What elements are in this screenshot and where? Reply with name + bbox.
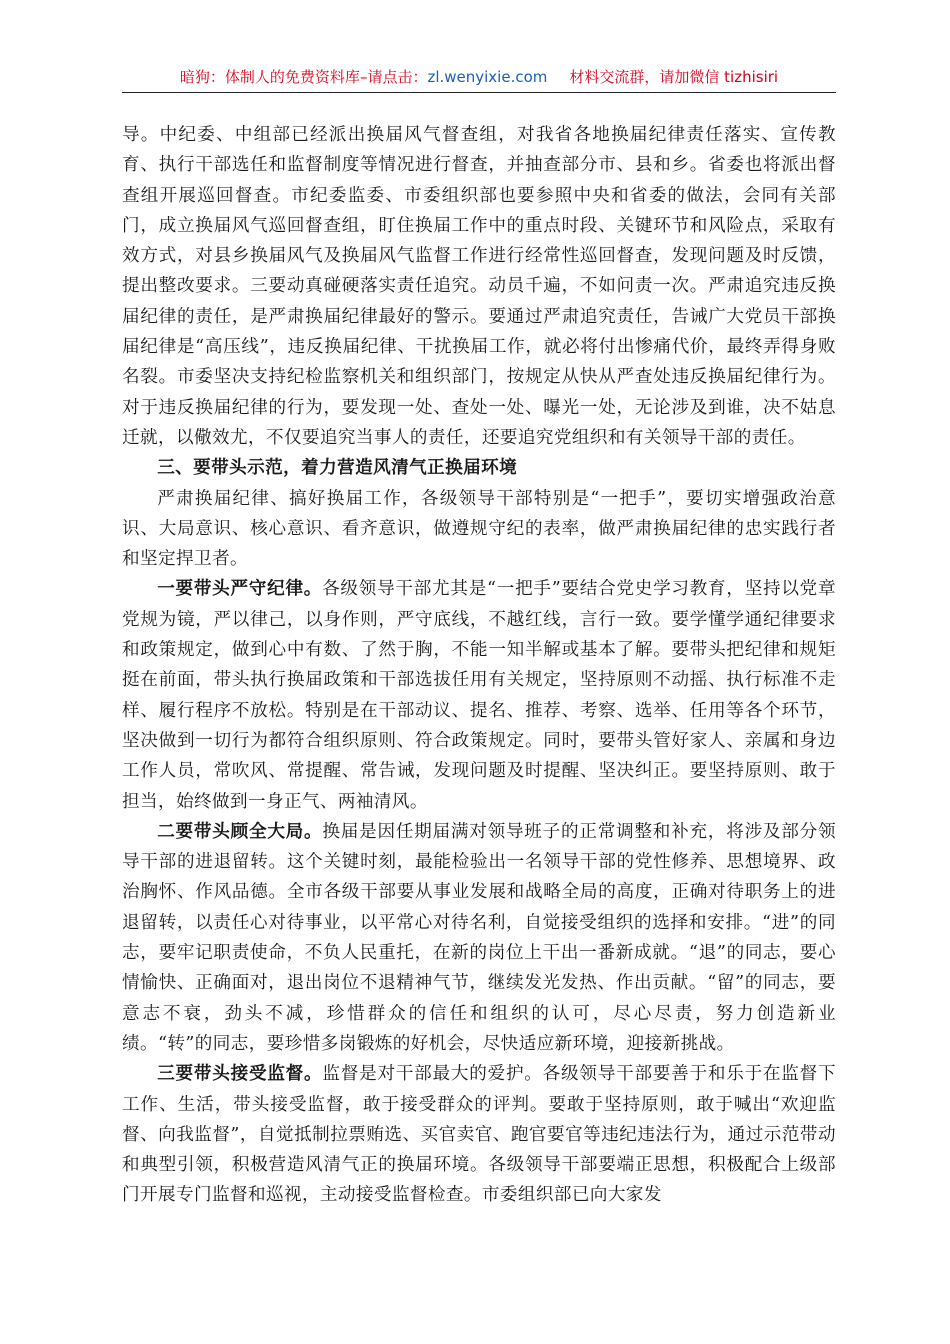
point-3-text: 监督是对干部最大的爱护。各级领导干部要善于和乐于在监督下工作、生活，带头接受监督，敢于接受群众的评判。要敢于坚持原则，敢于喊出“欢迎监督、向我监督”，自觉抵制拉票贿选、买官卖官、跑官要官等违纪违法行为，通过示范带动和典型引领，积极营造风清气正的换届环境。各级领导干部要端正思想，积极配合上级部门开展专门监督和巡视，主动接受监督检查。市委组织部已向大家发 xyxy=(122,1064,836,1206)
header-wechat-group: 材料交流群，请加微信 tizhisiri xyxy=(569,68,779,86)
point-3-lead: 三要带头接受监督。 xyxy=(157,1063,323,1085)
header-link[interactable]: zl.wenyixie.com xyxy=(427,68,548,86)
paragraph-point-2 xyxy=(122,817,836,1059)
header-brand: 暗狗：体制人的免费资料库 xyxy=(179,68,360,86)
point-1-lead: 一要带头严守纪律。 xyxy=(157,578,323,600)
document-body xyxy=(122,120,836,1211)
page-header xyxy=(122,62,836,93)
point-2-lead: 二要带头顾全大局。 xyxy=(157,820,323,842)
section-heading: 三、要带头示范，着力营造风清气正换届环境 xyxy=(157,457,518,479)
paragraph-intro: 严肃换届纪律、搞好换届工作，各级领导干部特别是“一把手”，要切实增强政治意识、大局意识、核心意识、看齐意识，做遵规守纪的表率，做严肃换届纪律的忠实践行者和坚定捍卫者。 xyxy=(122,488,836,570)
header-prompt: –请点击： xyxy=(359,68,428,86)
point-1-text: 各级领导干部尤其是“一把手”要结合党史学习教育，坚持以党章党规为镜，严以律己，以身作则，严守底线，不越红线，言行一致。要学懂学通纪律要求和政策规定，做到心中有数、了然于胸，不能一知半解或基本了解。要带头把纪律和规矩挺在前面，带头执行换届政策和干部选拔任用有关规定，坚持原则不动摇、执行标准不走样、履行程序不放松。特别是在干部动议、提名、推荐、考察、选举、任用等各个环节，坚决做到一切行为都符合组织原则、符合政策规定。同时，要带头管好家人、亲属和身边工作人员，常吹风、常提醒、常告诫，发现问题及时提醒、坚决纠正。要坚持原则、敢于担当，始终做到一身正气、两袖清风。 xyxy=(122,579,836,812)
point-2-text: 换届是因任期届满对领导班子的正常调整和补充，将涉及部分领导干部的进退留转。这个关键时刻，最能检验出一名领导干部的党性修养、思想境界、政治胸怀、作风品德。全市各级干部要从事业发展和战略全局的高度，正确对待职务上的进退留转，以责任心对待事业，以平常心对待名利，自觉接受组织的选择和安排。“进”的同志，要牢记职责使命，不负人民重托，在新的岗位上干出一番新成就。“退”的同志，要心情愉快、正确面对，退出岗位不退精神气节，继续发光发热、作出贡献。“留”的同志，要意志不衰，劲头不减，珍惜群众的信任和组织的认可，尽心尽责，努力创造新业绩。“转”的同志，要珍惜多岗锻炼的好机会，尽快适应新环境，迎接新挑战。 xyxy=(122,821,836,1054)
paragraph-point-3 xyxy=(122,1059,836,1210)
paragraph-continuation: 导。中纪委、中组部已经派出换届风气督查组，对我省各地换届纪律责任落实、宣传教育、执行干部选任和监督制度等情况进行督查，并抽查部分市、县和乡。省委也将派出督查组开展巡回督查。市纪委监委、市委组织部也要参照中央和省委的做法，会同有关部门，成立换届风气巡回督查组，盯住换届工作中的重点时段、关键环节和风险点，采取有效方式，对县乡换届风气及换届风气监督工作进行经常性巡回督查，发现问题及时反馈，提出整改要求。三要动真碰硬落实责任追究。动员千遍，不如问责一次。严肃追究违反换届纪律的责任，是严肃换届纪律最好的警示。要通过严肃追究责任，告诫广大党员干部换届纪律是“高压线”，违反换届纪律、干扰换届工作，就必将付出惨痛代价，最终弄得身败名裂。市委坚决支持纪检监察机关和组织部门，按规定从快从严查处违反换届纪律行为。对于违反换届纪律的行为，要发现一处、查处一处、曝光一处，无论涉及到谁，决不姑息迁就，以儆效尤，不仅要追究当事人的责任，还要追究党组织和有关领导干部的责任。 xyxy=(122,125,836,448)
paragraph-point-1 xyxy=(122,574,836,816)
